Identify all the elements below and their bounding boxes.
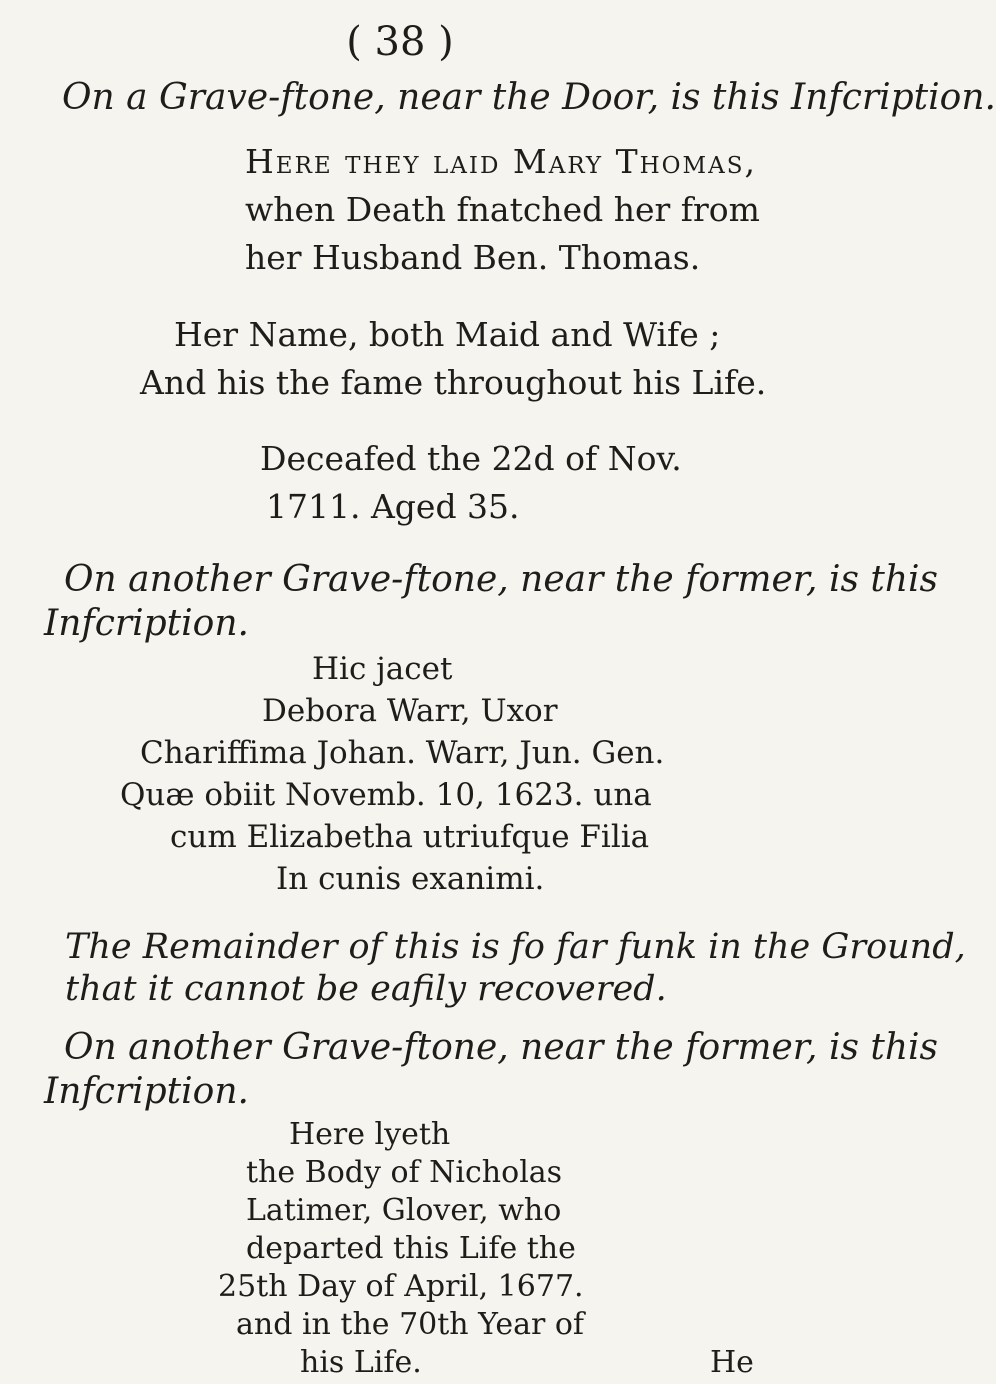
page-number: ( 38 ) — [346, 19, 454, 65]
section1-line-1: Here they laid Mary Thomas, — [245, 142, 757, 181]
section2-line-5: cum Elizabetha utriufque Filia — [170, 819, 650, 855]
section1-line-3: her Husband Ben. Thomas. — [245, 238, 701, 277]
section1-line-4: Her Name, both Maid and Wife ; — [174, 315, 721, 354]
section3-line-6: and in the 70th Year of — [236, 1307, 585, 1342]
section3-line-1: Here lyeth — [289, 1117, 451, 1152]
section2-line-4: Quæ obiit Novemb. 10, 1623. una — [120, 777, 652, 813]
section3-line-7: his Life. — [300, 1345, 422, 1380]
section3-line-4: departed this Life the — [246, 1231, 576, 1266]
section1-line-7: 1711. Aged 35. — [266, 487, 520, 526]
section2-line-6: In cunis exanimi. — [276, 861, 545, 897]
section1-line-2: when Death fnatched her from — [245, 190, 760, 229]
section2-note-line-2: that it cannot be eafily recovered. — [65, 969, 667, 1009]
section3-heading-line-1: On another Grave-ftone, near the former, is this — [64, 1027, 939, 1068]
section1-heading: On a Grave-ftone, near the Door, is this Infcription. — [62, 77, 996, 118]
section2-line-2: Debora Warr, Uxor — [262, 693, 558, 729]
section3-line-2: the Body of Nicholas — [246, 1155, 563, 1190]
section2-line-3: Chariffima Johan. Warr, Jun. Gen. — [140, 735, 665, 771]
section1-line-5: And his the fame throughout his Life. — [140, 363, 767, 402]
section2-heading-line-1: On another Grave-ftone, near the former, is this — [64, 559, 939, 600]
catchword: He — [710, 1345, 754, 1380]
section2-heading-line-2: Infcription. — [44, 603, 249, 644]
section3-line-5: 25th Day of April, 1677. — [218, 1269, 584, 1304]
section3-heading-line-2: Infcription. — [44, 1071, 249, 1112]
section2-note-line-1: The Remainder of this is fo far funk in the Ground, — [65, 927, 966, 967]
section1-line-6: Deceafed the 22d of Nov. — [260, 439, 682, 478]
section3-line-3: Latimer, Glover, who — [246, 1193, 562, 1228]
section2-line-1: Hic jacet — [312, 651, 453, 687]
